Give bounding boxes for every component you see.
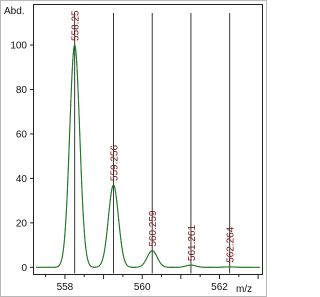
- y-tick-label: 80: [15, 84, 27, 96]
- peak-label: 561.261: [186, 224, 198, 262]
- peak-label: 559.256: [109, 144, 121, 182]
- y-tick-label: 60: [15, 129, 27, 141]
- y-axis-label: Abd.: [4, 6, 25, 17]
- y-tick-label: 100: [10, 40, 27, 52]
- x-tick-label: 560: [133, 282, 151, 293]
- x-tick-label: 558: [56, 282, 74, 293]
- peak-label: 562.264: [225, 226, 237, 263]
- peak-label: 558.25: [70, 10, 82, 42]
- peak-label: 560.259: [148, 210, 160, 247]
- x-axis-label: m/z: [236, 284, 253, 295]
- y-tick-label: 0: [21, 262, 27, 274]
- x-tick-label: 562: [211, 282, 228, 293]
- y-tick-label: 40: [15, 173, 27, 185]
- y-tick-label: 20: [15, 218, 27, 230]
